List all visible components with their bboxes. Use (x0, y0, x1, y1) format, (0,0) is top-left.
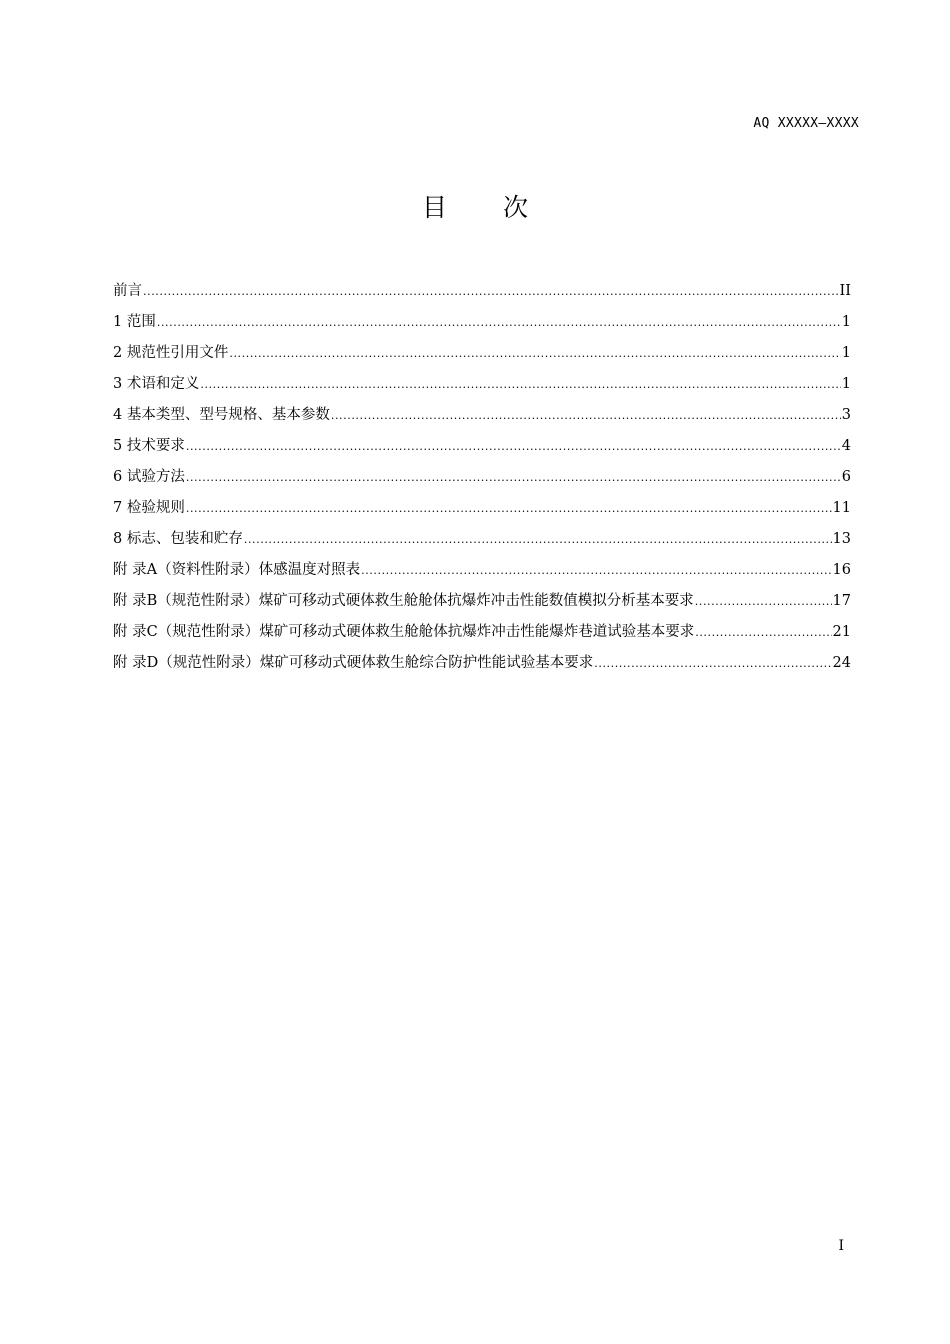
toc-title: 目 次 (422, 193, 552, 222)
toc-entry-scope[interactable] (113, 310, 851, 341)
toc-entry-page: 11 (832, 500, 851, 516)
annex-title: 煤矿可移动式硬体救生舱舱体抗爆炸冲击性能爆炸巷道试验基本要求 (259, 624, 695, 640)
annex-kind: （规范性附录） (158, 655, 260, 671)
toc-entry-page: 6 (841, 469, 851, 485)
toc-leader-dots (695, 595, 832, 608)
toc-entry-page: 24 (832, 655, 851, 671)
toc-entry-terms-definitions[interactable] (113, 372, 851, 403)
annex-letter: A (146, 562, 158, 578)
toc-entry-page: 1 (841, 314, 851, 330)
toc-entry-page: 4 (841, 438, 851, 454)
toc-entry-label: 3 术语和定义 (113, 376, 200, 392)
toc-list (113, 279, 851, 682)
toc-entry-annex-c[interactable] (113, 620, 851, 651)
toc-entry-test-methods[interactable] (113, 465, 851, 496)
annex-prefix: 附 录 (113, 624, 147, 640)
toc-entry-annex-b[interactable] (113, 589, 851, 620)
toc-leader-dots (244, 533, 832, 546)
toc-entry-label: 6 试验方法 (113, 469, 185, 485)
annex-title: 体感温度对照表 (258, 562, 361, 578)
annex-kind: （资料性附录） (157, 562, 259, 578)
page-number: I (838, 1238, 844, 1254)
annex-prefix: 附 录 (113, 562, 147, 578)
toc-entry-label: 1 范围 (113, 314, 156, 330)
toc-entry-basic-types[interactable] (113, 403, 851, 434)
toc-leader-dots (186, 502, 832, 515)
annex-kind: （规范性附录） (157, 624, 260, 640)
toc-entry-page: 21 (832, 624, 851, 640)
toc-entry-page: 17 (832, 593, 851, 609)
toc-entry-normative-references[interactable] (113, 341, 851, 372)
toc-entry-annex-d[interactable] (113, 651, 851, 682)
toc-leader-dots (143, 285, 839, 298)
toc-entry-page: 1 (841, 345, 851, 361)
toc-entry-label: 2 规范性引用文件 (113, 345, 229, 361)
toc-entry-label: 前言 (113, 283, 142, 299)
toc-leader-dots (695, 626, 831, 639)
annex-letter: B (146, 593, 158, 609)
document-code: AQ XXXXX—XXXX (753, 116, 859, 131)
toc-leader-dots (361, 564, 831, 577)
toc-entry-label: 7 检验规则 (113, 500, 185, 516)
toc-leader-dots (331, 409, 841, 422)
toc-leader-dots (186, 471, 841, 484)
toc-entry-technical-requirements[interactable] (113, 434, 851, 465)
toc-entry-marking-packaging[interactable] (113, 527, 851, 558)
annex-letter: D (146, 655, 159, 671)
toc-leader-dots (157, 316, 841, 329)
toc-entry-foreword[interactable] (113, 279, 851, 310)
annex-prefix: 附 录 (113, 655, 147, 671)
toc-entry-page: 13 (832, 531, 851, 547)
annex-prefix: 附 录 (113, 593, 147, 609)
toc-entry-label: 5 技术要求 (113, 438, 185, 454)
toc-leader-dots (594, 657, 831, 670)
toc-entry-page: II (839, 283, 851, 299)
toc-entry-inspection-rules[interactable] (113, 496, 851, 527)
toc-entry-page: 16 (832, 562, 851, 578)
toc-entry-page: 1 (841, 376, 851, 392)
annex-title: 煤矿可移动式硬体救生舱综合防护性能试验基本要求 (259, 655, 594, 671)
toc-leader-dots (186, 440, 841, 453)
annex-letter: C (146, 624, 158, 640)
toc-entry-page: 3 (841, 407, 851, 423)
toc-leader-dots (229, 347, 840, 360)
annex-kind: （规范性附录） (157, 593, 259, 609)
toc-entry-label: 8 标志、包装和贮存 (113, 531, 243, 547)
annex-title: 煤矿可移动式硬体救生舱舱体抗爆炸冲击性能数值模拟分析基本要求 (258, 593, 694, 609)
toc-leader-dots (200, 378, 840, 391)
toc-entry-label: 4 基本类型、型号规格、基本参数 (113, 407, 330, 423)
toc-entry-annex-a[interactable] (113, 558, 851, 589)
